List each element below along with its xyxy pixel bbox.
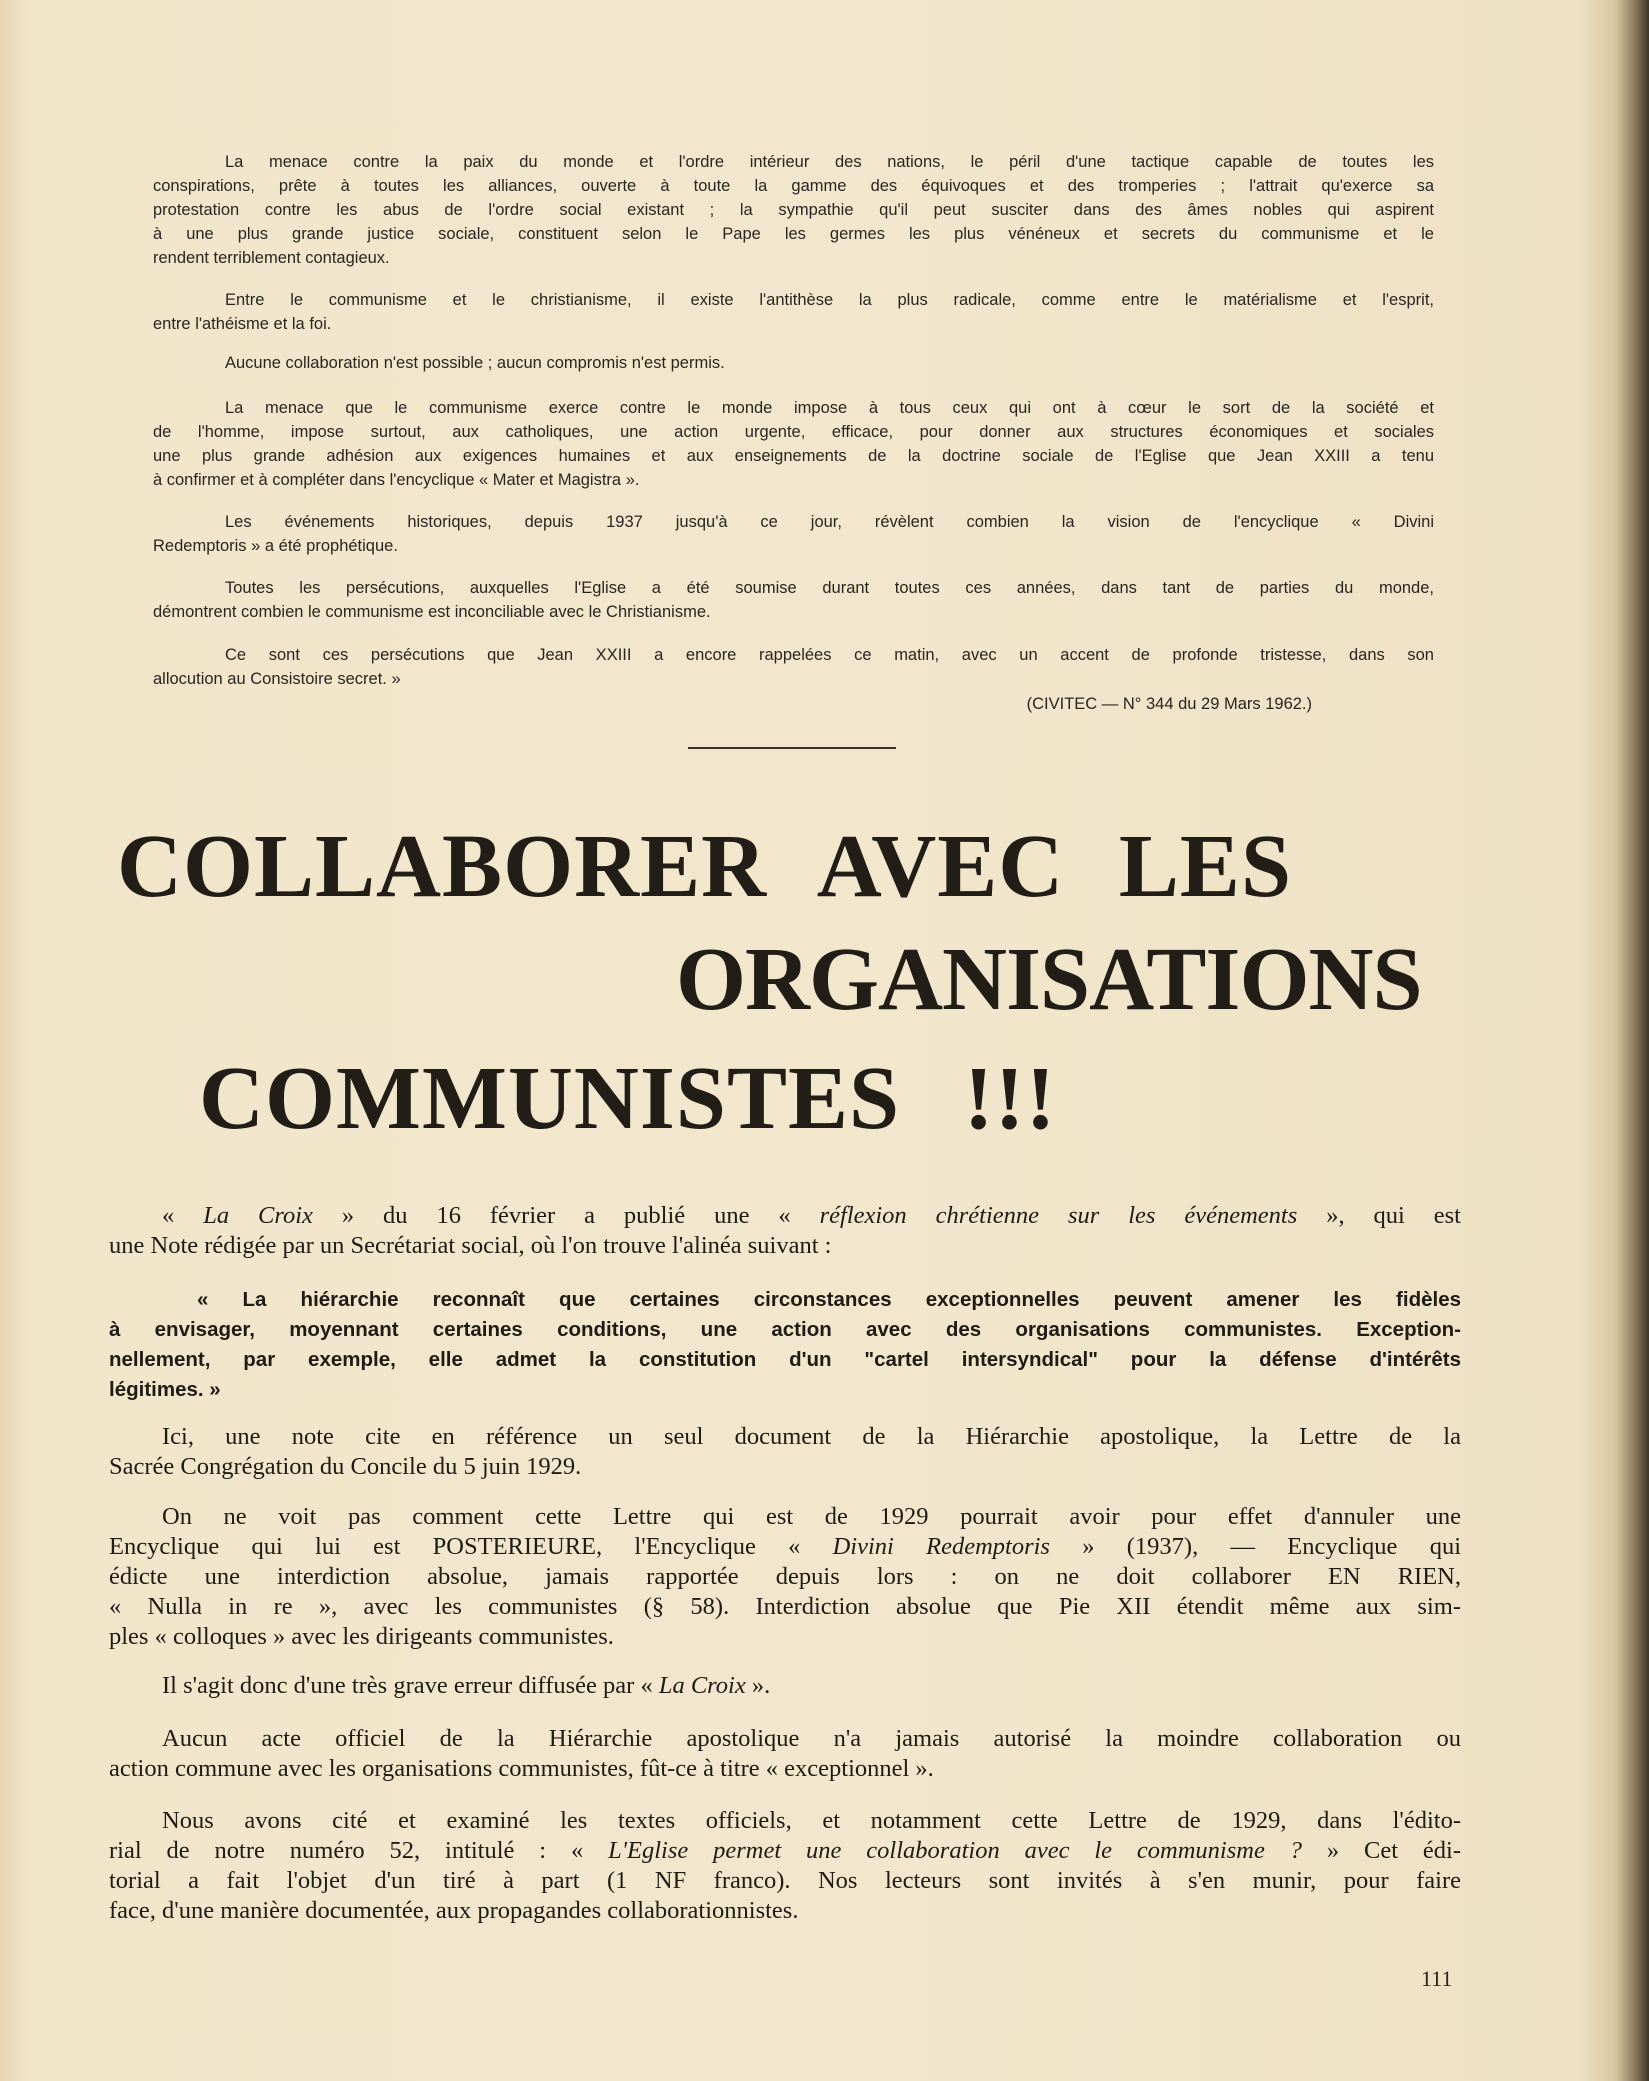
text-line: à confirmer et à compléter dans l'encyclique « Mater et Magistra ». — [153, 471, 640, 489]
text-line: Aucune collaboration n'est possible ; aucun compromis n'est permis. — [225, 354, 725, 372]
text-span: « Nulla in re », avec les communistes (§ 58). Interdiction absolue que Pie XII étendit même aux sim- — [109, 1593, 1461, 1620]
text-line — [109, 1375, 1461, 1405]
text-line — [109, 1422, 1461, 1452]
text-span: Aucun acte officiel de la Hiérarchie apostolique n'a jamais autorisé la moindre collaboration ou — [162, 1725, 1461, 1752]
text-span: ples « colloques » avec les dirigeants communistes. — [109, 1623, 614, 1650]
excerpt-paragraph — [153, 510, 1434, 558]
text-line — [109, 1724, 1461, 1754]
article-paragraph — [109, 1422, 1461, 1482]
excerpt-paragraph — [153, 288, 1434, 336]
italic-text: La Croix — [658, 1672, 746, 1699]
text-line: protestation contre les abus de l'ordre social existant ; la sympathie qu'il peut susciter dans des âmes nobles qui aspirent — [153, 201, 1434, 219]
text-line: La menace contre la paix du monde et l'ordre intérieur des nations, le péril d'une tactique capable de toutes les — [225, 153, 1434, 171]
text-span: à envisager, moyennant certaines conditions, une action avec des organisations communistes. Exception- — [109, 1318, 1461, 1341]
text-line — [109, 1532, 1461, 1562]
text-line: entre l'athéisme et la foi. — [153, 315, 332, 333]
italic-text: réflexion chrétienne sur les événements — [819, 1202, 1298, 1229]
text-line — [109, 1896, 1461, 1926]
text-span: torial a fait l'objet d'un tiré à part (1 NF franco). Nos lecteurs sont invités à s'en munir, pour faire — [109, 1867, 1461, 1894]
text-line: Redemptoris » a été prophétique. — [153, 537, 398, 555]
text-line — [109, 1754, 1461, 1784]
text-line — [109, 1806, 1461, 1836]
article-paragraph — [109, 1806, 1461, 1926]
page-number: 111 — [1421, 1966, 1453, 1991]
text-line — [109, 1671, 1461, 1701]
citation-source: (CIVITEC — N° 344 du 29 Mars 1962.) — [1026, 695, 1312, 713]
text-line — [109, 1562, 1461, 1592]
headline-line-2: ORGANISATIONS — [676, 930, 1422, 1029]
text-line: une plus grande adhésion aux exigences humaines et aux enseignements de la doctrine sociale de l'Eglise que Jean XXIII a tenu — [153, 447, 1434, 465]
text-line — [109, 1315, 1461, 1345]
text-line: Entre le communisme et le christianisme, il existe l'antithèse la plus radicale, comme entre le matérialisme et l'esprit, — [225, 291, 1434, 309]
article-paragraph — [109, 1201, 1461, 1261]
text-line — [109, 1452, 1461, 1482]
section-divider — [688, 747, 896, 749]
text-span: Nous avons cité et examiné les textes officiels, et notamment cette Lettre de 1929, dans l'édito- — [162, 1807, 1461, 1834]
text-span: face, d'une manière documentée, aux propagandes collaborationnistes. — [109, 1897, 799, 1924]
text-line: Les événements historiques, depuis 1937 jusqu'à ce jour, révèlent combien la vision de l'encyclique « Divini — [225, 513, 1434, 531]
excerpt-paragraph — [153, 150, 1434, 270]
text-line — [109, 1502, 1461, 1532]
text-line: à une plus grande justice sociale, constituent selon le Pape les germes les plus vénéneux et secrets du communisme et le — [153, 225, 1434, 243]
italic-text: La Croix — [203, 1202, 313, 1229]
text-line — [109, 1231, 1461, 1261]
text-span: On ne voit pas comment cette Lettre qui est de 1929 pourrait avoir pour effet d'annuler une — [162, 1503, 1461, 1530]
text-line: rendent terriblement contagieux. — [153, 249, 390, 267]
excerpt-paragraph — [153, 396, 1434, 492]
quoted-note-paragraph — [109, 1285, 1461, 1405]
text-span: » Cet édi- — [1301, 1837, 1461, 1864]
text-span: une Note rédigée par un Secrétariat social, où l'on trouve l'alinéa suivant : — [109, 1232, 832, 1259]
text-line — [109, 1592, 1461, 1622]
text-line: conspirations, prête à toutes les alliances, ouverte à toute la gamme des équivoques et des tromperies ; l'attrait qu'exerce sa — [153, 177, 1434, 195]
text-span: Ici, une note cite en référence un seul document de la Hiérarchie apostolique, la Lettre de la — [162, 1423, 1461, 1450]
text-span: édicte une interdiction absolue, jamais rapportée depuis lors : on ne doit collaborer EN RIEN, — [109, 1563, 1461, 1590]
text-line: Toutes les persécutions, auxquelles l'Eglise a été soumise durant toutes ces années, dans tant de parties du monde, — [225, 579, 1434, 597]
article-paragraph — [109, 1671, 1461, 1701]
text-span: légitimes. » — [109, 1378, 221, 1401]
headline-line-3: COMMUNISTES !!! — [199, 1049, 1057, 1148]
text-line — [109, 1285, 1461, 1315]
text-line — [109, 1622, 1461, 1652]
text-span: « La hiérarchie reconnaît que certaines circonstances exceptionnelles peuvent amener les fidèles — [197, 1288, 1461, 1311]
italic-text: L'Eglise permet une collaboration avec le communisme ? — [608, 1837, 1302, 1864]
text-line — [109, 1345, 1461, 1375]
text-span: » (1937), — Encyclique qui — [1049, 1533, 1462, 1560]
text-line — [109, 1836, 1461, 1866]
headline-line-1: COLLABORER AVEC LES — [117, 817, 1292, 916]
excerpt-paragraph — [153, 643, 1434, 691]
text-span: », qui est — [1297, 1202, 1461, 1229]
text-span: action commune avec les organisations communistes, fût-ce à titre « exceptionnel ». — [109, 1755, 934, 1782]
text-line: démontrent combien le communisme est inconciliable avec le Christianisme. — [153, 603, 711, 621]
text-span: Sacrée Congrégation du Concile du 5 juin 1929. — [109, 1453, 582, 1480]
text-span: Il s'agit donc d'une très grave erreur diffusée par « — [162, 1672, 659, 1699]
excerpt-paragraph — [153, 351, 1434, 375]
excerpt-paragraph — [153, 576, 1434, 624]
article-paragraph — [109, 1724, 1461, 1784]
text-line — [109, 1201, 1461, 1231]
text-span: ». — [745, 1672, 771, 1699]
text-line: allocution au Consistoire secret. » — [153, 670, 401, 688]
text-span: « — [162, 1202, 204, 1229]
article-paragraph — [109, 1502, 1461, 1652]
text-line: de l'homme, impose surtout, aux catholiques, une action urgente, efficace, pour donner aux structures économiques et sociales — [153, 423, 1434, 441]
text-span: rial de notre numéro 52, intitulé : « — [109, 1837, 609, 1864]
text-line: Ce sont ces persécutions que Jean XXIII a encore rappelées ce matin, avec un accent de profonde tristesse, dans son — [225, 646, 1434, 664]
italic-text: Divini Redemptoris — [832, 1533, 1050, 1560]
text-line — [109, 1866, 1461, 1896]
text-span: nellement, par exemple, elle admet la constitution d'un "cartel intersyndical" pour la défense d'intérêts — [109, 1348, 1461, 1371]
text-span: » du 16 février a publié une « — [312, 1202, 820, 1229]
text-line: La menace que le communisme exerce contre le monde impose à tous ceux qui ont à cœur le sort de la société et — [225, 399, 1434, 417]
text-span: Encyclique qui lui est POSTERIEURE, l'Encyclique « — [109, 1533, 833, 1560]
